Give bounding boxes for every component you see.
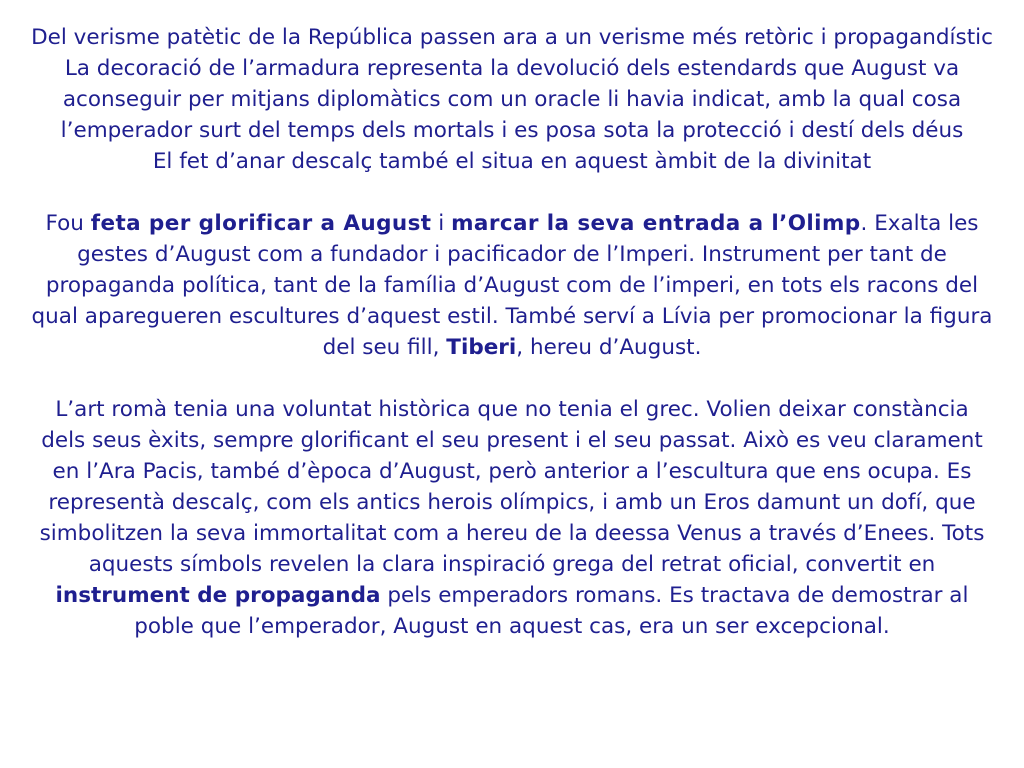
paragraph-verisme: Del verisme patètic de la República passen ara a un verisme més retòric i propagandístic xyxy=(31,25,993,50)
paragraph-spacer xyxy=(30,177,994,208)
paragraph-spacer xyxy=(30,363,994,394)
bold-run-olimp: marcar la seva entrada a l’Olimp xyxy=(451,211,861,236)
slide-text-body xyxy=(30,22,994,642)
paragraph-descalc: El fet d’anar descalç també el situa en aquest àmbit de la divinitat xyxy=(152,149,872,174)
paragraph-art-roma xyxy=(30,394,994,642)
text-run: i xyxy=(431,211,452,236)
text-run: L’art romà tenia una voluntat històrica que no tenia el grec. Volien deixar constància dels seus èxits, sempre glorificant el seu present i el seu passat. Això es veu clarament en l’Ara Pacis, també d’època d’August, però anterior a l’escultura que ens ocupa. Es representà descalç, com els antics herois olímpics, i amb un Eros damunt un dofí, que simbolitzen la seva immortalitat com a hereu de la deessa Venus a través d’Enees. Tots aquests símbols revelen la clara inspiració grega del retrat oficial, convertit en xyxy=(39,397,985,577)
bold-run-glorificar: feta per glorificar a August xyxy=(90,211,432,236)
text-run: . Exalta les gestes d’August com a fundador i pacificador de l’Imperi. Instrument per tant de propaganda política, tant de la família d’August com de l’imperi, en tots els racons del qual aparegueren escultures d’aquest estil. També serví a Lívia per promocionar la figura del seu fill, xyxy=(31,211,993,360)
bold-run-propaganda: instrument de propaganda xyxy=(55,583,381,608)
text-run: , hereu d’August. xyxy=(516,335,702,360)
text-run: Fou xyxy=(45,211,91,236)
paragraph-glorificar xyxy=(30,208,994,363)
text-run: pels emperadors romans. Es tractava de demostrar al poble que l’emperador, August en aquest cas, era un ser excepcional. xyxy=(134,583,969,639)
paragraph-armadura: La decoració de l’armadura representa la devolució dels estendards que August va aconseguir per mitjans diplomàtics com un oracle li havia indicat, amb la qual cosa l’emperador surt del temps dels mortals i es posa sota la protecció i destí dels déus xyxy=(60,56,964,143)
bold-run-tiberi: Tiberi xyxy=(446,335,517,360)
